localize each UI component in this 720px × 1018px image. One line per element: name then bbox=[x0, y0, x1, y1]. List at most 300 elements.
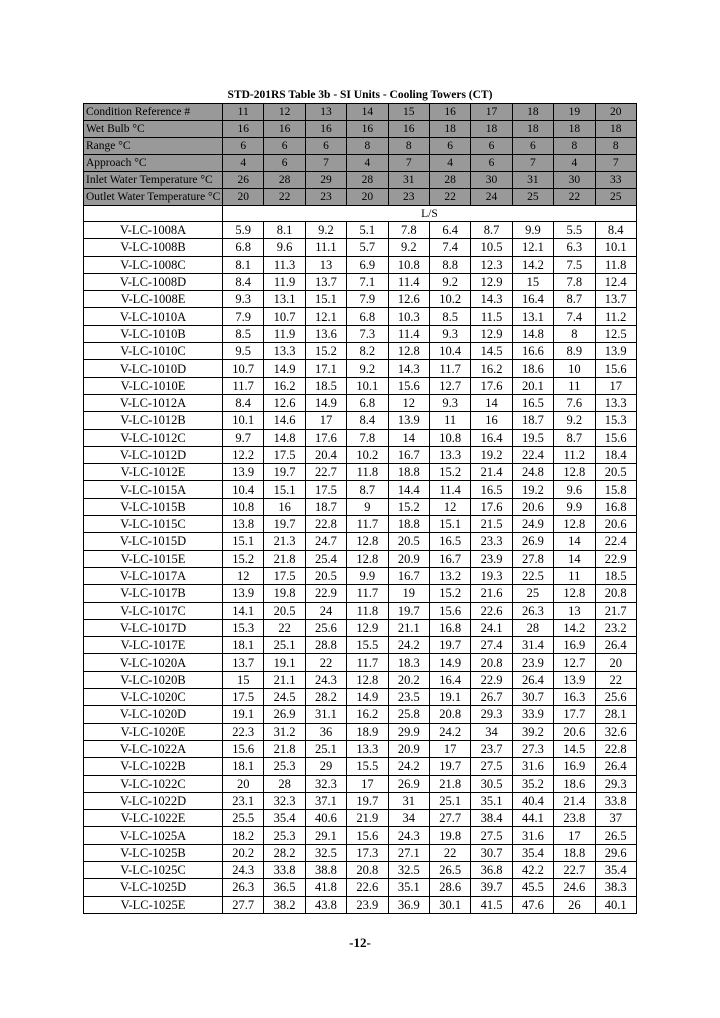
flow-value: 15.1 bbox=[429, 516, 470, 533]
header-cell: 17 bbox=[471, 104, 512, 121]
flow-value: 14.2 bbox=[554, 619, 595, 636]
flow-value: 16.4 bbox=[471, 429, 512, 446]
flow-value: 14.8 bbox=[512, 325, 553, 342]
flow-value: 18.7 bbox=[512, 412, 553, 429]
flow-value: 9.9 bbox=[554, 498, 595, 515]
flow-value: 31.6 bbox=[512, 758, 553, 775]
model-name: V-LC-1020D bbox=[84, 706, 223, 723]
flow-value: 17.6 bbox=[471, 377, 512, 394]
flow-value: 9.2 bbox=[554, 412, 595, 429]
flow-value: 10.4 bbox=[223, 481, 264, 498]
flow-value: 19.1 bbox=[223, 706, 264, 723]
flow-value: 30.1 bbox=[429, 896, 470, 913]
flow-value: 15.6 bbox=[347, 827, 388, 844]
flow-value: 11 bbox=[429, 412, 470, 429]
header-cell: 15 bbox=[388, 104, 429, 121]
flow-value: 36.9 bbox=[388, 896, 429, 913]
table-row bbox=[84, 446, 637, 463]
flow-value: 12.8 bbox=[347, 671, 388, 688]
header-cell: 20 bbox=[595, 104, 636, 121]
flow-value: 10.5 bbox=[471, 239, 512, 256]
table-row bbox=[84, 637, 637, 654]
flow-value: 28 bbox=[264, 775, 305, 792]
flow-value: 9.6 bbox=[264, 239, 305, 256]
table-row bbox=[84, 671, 637, 688]
flow-value: 12.8 bbox=[554, 516, 595, 533]
flow-value: 14 bbox=[554, 550, 595, 567]
header-cell: 6 bbox=[264, 155, 305, 172]
model-name: V-LC-1017A bbox=[84, 567, 223, 584]
flow-value: 18.6 bbox=[512, 360, 553, 377]
flow-value: 9.6 bbox=[554, 481, 595, 498]
flow-value: 13.9 bbox=[223, 464, 264, 481]
flow-value: 17.7 bbox=[554, 706, 595, 723]
flow-value: 9.9 bbox=[347, 567, 388, 584]
header-cell: 31 bbox=[388, 172, 429, 189]
header-cell: 30 bbox=[471, 172, 512, 189]
header-cell: 28 bbox=[264, 172, 305, 189]
header-cell: 16 bbox=[388, 121, 429, 138]
flow-value: 10.2 bbox=[429, 291, 470, 308]
flow-value: 38.2 bbox=[264, 896, 305, 913]
flow-value: 12.1 bbox=[305, 308, 346, 325]
model-name: V-LC-1025C bbox=[84, 861, 223, 878]
flow-value: 25.3 bbox=[264, 827, 305, 844]
flow-value: 34 bbox=[471, 723, 512, 740]
table-row bbox=[84, 498, 637, 515]
flow-value: 12.9 bbox=[471, 273, 512, 290]
model-name: V-LC-1010E bbox=[84, 377, 223, 394]
flow-value: 18.5 bbox=[595, 567, 636, 584]
table-row bbox=[84, 654, 637, 671]
flow-value: 13.3 bbox=[595, 394, 636, 411]
flow-value: 20 bbox=[223, 775, 264, 792]
flow-value: 13.9 bbox=[388, 412, 429, 429]
flow-value: 7.9 bbox=[223, 308, 264, 325]
header-cell: 7 bbox=[595, 155, 636, 172]
flow-value: 11.5 bbox=[471, 308, 512, 325]
flow-value: 14.1 bbox=[223, 602, 264, 619]
flow-value: 9.9 bbox=[512, 222, 553, 239]
units-label: L/S bbox=[223, 206, 637, 222]
header-cell: 24 bbox=[471, 189, 512, 206]
flow-value: 28.2 bbox=[264, 844, 305, 861]
table-row bbox=[84, 222, 637, 239]
flow-value: 15.1 bbox=[305, 291, 346, 308]
header-row bbox=[84, 138, 637, 155]
header-row bbox=[84, 104, 637, 121]
flow-value: 11.9 bbox=[264, 325, 305, 342]
flow-value: 13.1 bbox=[512, 308, 553, 325]
flow-value: 22.7 bbox=[554, 861, 595, 878]
flow-value: 11.7 bbox=[429, 360, 470, 377]
flow-value: 10.8 bbox=[223, 498, 264, 515]
flow-value: 12.7 bbox=[429, 377, 470, 394]
flow-value: 12.2 bbox=[223, 446, 264, 463]
header-cell: 16 bbox=[305, 121, 346, 138]
header-row-label: Approach °C bbox=[84, 155, 223, 172]
flow-value: 20.8 bbox=[471, 654, 512, 671]
header-cell: 6 bbox=[264, 138, 305, 155]
flow-value: 28 bbox=[512, 619, 553, 636]
flow-value: 10.1 bbox=[595, 239, 636, 256]
header-cell: 23 bbox=[305, 189, 346, 206]
flow-value: 6.3 bbox=[554, 239, 595, 256]
flow-value: 16.3 bbox=[554, 689, 595, 706]
flow-value: 11.3 bbox=[264, 256, 305, 273]
model-name: V-LC-1015A bbox=[84, 481, 223, 498]
header-cell: 4 bbox=[223, 155, 264, 172]
flow-value: 23.7 bbox=[471, 740, 512, 757]
header-cell: 14 bbox=[347, 104, 388, 121]
flow-value: 9 bbox=[347, 498, 388, 515]
flow-value: 16.5 bbox=[512, 394, 553, 411]
model-name: V-LC-1015E bbox=[84, 550, 223, 567]
table-row bbox=[84, 516, 637, 533]
flow-value: 19.5 bbox=[512, 429, 553, 446]
flow-value: 20.6 bbox=[554, 723, 595, 740]
flow-value: 16.7 bbox=[388, 567, 429, 584]
flow-value: 12.8 bbox=[554, 585, 595, 602]
flow-value: 25.8 bbox=[388, 706, 429, 723]
flow-value: 25.3 bbox=[264, 758, 305, 775]
flow-value: 6.8 bbox=[347, 308, 388, 325]
flow-value: 19.8 bbox=[264, 585, 305, 602]
flow-value: 21.4 bbox=[554, 792, 595, 809]
flow-value: 15.5 bbox=[347, 758, 388, 775]
model-name: V-LC-1017B bbox=[84, 585, 223, 602]
flow-value: 18.1 bbox=[223, 637, 264, 654]
header-cell: 8 bbox=[595, 138, 636, 155]
flow-value: 20.8 bbox=[429, 706, 470, 723]
flow-value: 27.8 bbox=[512, 550, 553, 567]
model-name: V-LC-1008A bbox=[84, 222, 223, 239]
flow-value: 20.2 bbox=[223, 844, 264, 861]
flow-value: 11 bbox=[554, 377, 595, 394]
flow-value: 32.5 bbox=[388, 861, 429, 878]
flow-value: 15.6 bbox=[595, 360, 636, 377]
flow-value: 14.5 bbox=[554, 740, 595, 757]
flow-value: 23.9 bbox=[347, 896, 388, 913]
flow-value: 39.2 bbox=[512, 723, 553, 740]
header-cell: 29 bbox=[305, 172, 346, 189]
header-cell: 30 bbox=[554, 172, 595, 189]
flow-value: 35.4 bbox=[512, 844, 553, 861]
header-cell: 12 bbox=[264, 104, 305, 121]
flow-value: 19.7 bbox=[429, 758, 470, 775]
flow-value: 24.2 bbox=[388, 758, 429, 775]
flow-value: 36 bbox=[305, 723, 346, 740]
flow-value: 6.9 bbox=[347, 256, 388, 273]
flow-value: 17 bbox=[305, 412, 346, 429]
flow-value: 21.6 bbox=[471, 585, 512, 602]
header-row bbox=[84, 155, 637, 172]
flow-value: 23.9 bbox=[512, 654, 553, 671]
flow-value: 25.5 bbox=[223, 810, 264, 827]
flow-value: 38.8 bbox=[305, 861, 346, 878]
flow-value: 11.4 bbox=[429, 481, 470, 498]
flow-value: 17.3 bbox=[347, 844, 388, 861]
flow-value: 23.5 bbox=[388, 689, 429, 706]
model-name: V-LC-1015D bbox=[84, 533, 223, 550]
flow-value: 16 bbox=[264, 498, 305, 515]
flow-value: 15.8 bbox=[595, 481, 636, 498]
header-cell: 28 bbox=[347, 172, 388, 189]
flow-value: 14.9 bbox=[429, 654, 470, 671]
flow-value: 12.8 bbox=[347, 533, 388, 550]
flow-value: 24.1 bbox=[471, 619, 512, 636]
model-name: V-LC-1012A bbox=[84, 394, 223, 411]
flow-value: 19.2 bbox=[471, 446, 512, 463]
flow-value: 28.2 bbox=[305, 689, 346, 706]
flow-value: 13.7 bbox=[223, 654, 264, 671]
header-cell: 25 bbox=[595, 189, 636, 206]
flow-value: 18.3 bbox=[388, 654, 429, 671]
model-name: V-LC-1012C bbox=[84, 429, 223, 446]
flow-value: 20.5 bbox=[305, 567, 346, 584]
header-cell: 6 bbox=[429, 138, 470, 155]
table-row bbox=[84, 394, 637, 411]
header-cell: 8 bbox=[388, 138, 429, 155]
header-cell: 11 bbox=[223, 104, 264, 121]
header-cell: 18 bbox=[595, 121, 636, 138]
flow-value: 22.7 bbox=[305, 464, 346, 481]
flow-value: 16.5 bbox=[471, 481, 512, 498]
flow-value: 11.9 bbox=[264, 273, 305, 290]
flow-value: 13.2 bbox=[429, 567, 470, 584]
flow-value: 36.5 bbox=[264, 879, 305, 896]
page-number: -12- bbox=[349, 935, 371, 950]
flow-value: 18.8 bbox=[388, 516, 429, 533]
flow-value: 20.8 bbox=[347, 861, 388, 878]
header-cell: 7 bbox=[388, 155, 429, 172]
flow-value: 7.5 bbox=[554, 256, 595, 273]
flow-value: 12.1 bbox=[512, 239, 553, 256]
flow-value: 8.5 bbox=[429, 308, 470, 325]
flow-value: 21.1 bbox=[388, 619, 429, 636]
flow-value: 25.6 bbox=[305, 619, 346, 636]
flow-value: 14.9 bbox=[264, 360, 305, 377]
flow-value: 12.6 bbox=[388, 291, 429, 308]
flow-value: 27.5 bbox=[471, 827, 512, 844]
flow-value: 8.7 bbox=[471, 222, 512, 239]
flow-value: 15.6 bbox=[429, 602, 470, 619]
flow-value: 7.1 bbox=[347, 273, 388, 290]
flow-value: 17 bbox=[347, 775, 388, 792]
header-cell: 18 bbox=[512, 104, 553, 121]
flow-value: 18.1 bbox=[223, 758, 264, 775]
flow-value: 9.2 bbox=[388, 239, 429, 256]
table-row bbox=[84, 844, 637, 861]
flow-value: 17 bbox=[595, 377, 636, 394]
header-cell: 22 bbox=[429, 189, 470, 206]
table-title: STD-201RS Table 3b - SI Units - Cooling Towers (CT) bbox=[227, 89, 493, 101]
flow-value: 15.5 bbox=[347, 637, 388, 654]
table-row bbox=[84, 273, 637, 290]
flow-value: 31 bbox=[388, 792, 429, 809]
flow-value: 7.8 bbox=[554, 273, 595, 290]
flow-value: 19 bbox=[388, 585, 429, 602]
table-row bbox=[84, 689, 637, 706]
flow-value: 16.8 bbox=[595, 498, 636, 515]
flow-value: 21.9 bbox=[347, 810, 388, 827]
flow-value: 10.3 bbox=[388, 308, 429, 325]
header-cell: 6 bbox=[305, 138, 346, 155]
flow-value: 12.5 bbox=[595, 325, 636, 342]
flow-value: 17.5 bbox=[264, 446, 305, 463]
flow-value: 15 bbox=[512, 273, 553, 290]
flow-value: 12.8 bbox=[388, 343, 429, 360]
model-name: V-LC-1012B bbox=[84, 412, 223, 429]
table-row bbox=[84, 464, 637, 481]
table-row bbox=[84, 740, 637, 757]
header-cell: 16 bbox=[347, 121, 388, 138]
flow-value: 9.7 bbox=[223, 429, 264, 446]
table-row bbox=[84, 827, 637, 844]
header-cell: 7 bbox=[305, 155, 346, 172]
flow-value: 19.1 bbox=[264, 654, 305, 671]
model-name: V-LC-1022E bbox=[84, 810, 223, 827]
flow-value: 14.6 bbox=[264, 412, 305, 429]
flow-value: 13.9 bbox=[554, 671, 595, 688]
flow-value: 12.4 bbox=[595, 273, 636, 290]
flow-value: 14 bbox=[554, 533, 595, 550]
header-cell: 20 bbox=[347, 189, 388, 206]
flow-value: 21.4 bbox=[471, 464, 512, 481]
flow-value: 32.6 bbox=[595, 723, 636, 740]
flow-value: 22 bbox=[595, 671, 636, 688]
flow-value: 26.4 bbox=[595, 637, 636, 654]
flow-value: 11.7 bbox=[347, 516, 388, 533]
flow-value: 44.1 bbox=[512, 810, 553, 827]
flow-value: 11.1 bbox=[305, 239, 346, 256]
flow-value: 21.8 bbox=[264, 740, 305, 757]
flow-value: 21.7 bbox=[595, 602, 636, 619]
flow-value: 19.3 bbox=[471, 567, 512, 584]
flow-value: 23.3 bbox=[471, 533, 512, 550]
header-cell: 4 bbox=[554, 155, 595, 172]
flow-value: 12.9 bbox=[471, 325, 512, 342]
flow-value: 29.6 bbox=[595, 844, 636, 861]
flow-value: 5.7 bbox=[347, 239, 388, 256]
flow-value: 24.8 bbox=[512, 464, 553, 481]
header-cell: 6 bbox=[471, 155, 512, 172]
flow-value: 37.1 bbox=[305, 792, 346, 809]
flow-value: 24.7 bbox=[305, 533, 346, 550]
flow-value: 15.6 bbox=[595, 429, 636, 446]
model-name: V-LC-1015B bbox=[84, 498, 223, 515]
flow-value: 16.6 bbox=[512, 343, 553, 360]
flow-value: 23.1 bbox=[223, 792, 264, 809]
flow-value: 22.9 bbox=[471, 671, 512, 688]
flow-value: 37 bbox=[595, 810, 636, 827]
header-cell: 18 bbox=[429, 121, 470, 138]
flow-value: 19.7 bbox=[264, 516, 305, 533]
model-name: V-LC-1008E bbox=[84, 291, 223, 308]
flow-value: 28.1 bbox=[595, 706, 636, 723]
flow-value: 9.3 bbox=[429, 325, 470, 342]
flow-value: 17.5 bbox=[305, 481, 346, 498]
flow-value: 22.4 bbox=[512, 446, 553, 463]
flow-value: 38.4 bbox=[471, 810, 512, 827]
flow-value: 17.1 bbox=[305, 360, 346, 377]
flow-value: 16.7 bbox=[429, 550, 470, 567]
flow-value: 9.2 bbox=[305, 222, 346, 239]
flow-value: 7.6 bbox=[554, 394, 595, 411]
model-name: V-LC-1022C bbox=[84, 775, 223, 792]
flow-value: 20.8 bbox=[595, 585, 636, 602]
model-name: V-LC-1022B bbox=[84, 758, 223, 775]
flow-value: 24.3 bbox=[223, 861, 264, 878]
flow-value: 41.8 bbox=[305, 879, 346, 896]
table-row bbox=[84, 792, 637, 809]
flow-value: 20.4 bbox=[305, 446, 346, 463]
flow-value: 8.1 bbox=[223, 256, 264, 273]
header-cell: 22 bbox=[264, 189, 305, 206]
flow-value: 12.6 bbox=[264, 394, 305, 411]
flow-value: 28.8 bbox=[305, 637, 346, 654]
header-cell: 4 bbox=[347, 155, 388, 172]
flow-value: 10.7 bbox=[223, 360, 264, 377]
flow-value: 14.9 bbox=[347, 689, 388, 706]
flow-value: 26.4 bbox=[512, 671, 553, 688]
flow-value: 21.8 bbox=[429, 775, 470, 792]
flow-value: 9.2 bbox=[429, 273, 470, 290]
header-cell: 6 bbox=[223, 138, 264, 155]
table-row bbox=[84, 239, 637, 256]
table-row bbox=[84, 602, 637, 619]
flow-value: 33.8 bbox=[264, 861, 305, 878]
flow-value: 7.9 bbox=[347, 291, 388, 308]
header-cell: 7 bbox=[512, 155, 553, 172]
flow-value: 10.4 bbox=[429, 343, 470, 360]
flow-value: 17.5 bbox=[223, 689, 264, 706]
flow-value: 25.6 bbox=[595, 689, 636, 706]
flow-value: 8.4 bbox=[223, 273, 264, 290]
flow-value: 27.7 bbox=[223, 896, 264, 913]
header-row-label: Outlet Water Temperature °C bbox=[84, 189, 223, 206]
flow-value: 39.7 bbox=[471, 879, 512, 896]
model-name: V-LC-1025D bbox=[84, 879, 223, 896]
flow-value: 12 bbox=[429, 498, 470, 515]
flow-value: 14.5 bbox=[471, 343, 512, 360]
table-row bbox=[84, 723, 637, 740]
flow-value: 9.3 bbox=[429, 394, 470, 411]
model-name: V-LC-1017E bbox=[84, 637, 223, 654]
flow-value: 13.8 bbox=[223, 516, 264, 533]
table-row bbox=[84, 377, 637, 394]
flow-value: 16.9 bbox=[554, 637, 595, 654]
table-row bbox=[84, 550, 637, 567]
flow-value: 19.7 bbox=[429, 637, 470, 654]
header-cell: 16 bbox=[429, 104, 470, 121]
flow-value: 24.5 bbox=[264, 689, 305, 706]
flow-value: 25.1 bbox=[305, 740, 346, 757]
flow-value: 29.9 bbox=[388, 723, 429, 740]
flow-value: 21.5 bbox=[471, 516, 512, 533]
flow-value: 26.9 bbox=[388, 775, 429, 792]
flow-value: 35.1 bbox=[388, 879, 429, 896]
flow-value: 15.2 bbox=[223, 550, 264, 567]
flow-value: 6.8 bbox=[223, 239, 264, 256]
header-cell: 22 bbox=[554, 189, 595, 206]
flow-value: 19.7 bbox=[347, 792, 388, 809]
flow-value: 25 bbox=[512, 585, 553, 602]
flow-value: 30.5 bbox=[471, 775, 512, 792]
header-row-label: Inlet Water Temperature °C bbox=[84, 172, 223, 189]
flow-value: 15.1 bbox=[264, 481, 305, 498]
flow-value: 42.2 bbox=[512, 861, 553, 878]
